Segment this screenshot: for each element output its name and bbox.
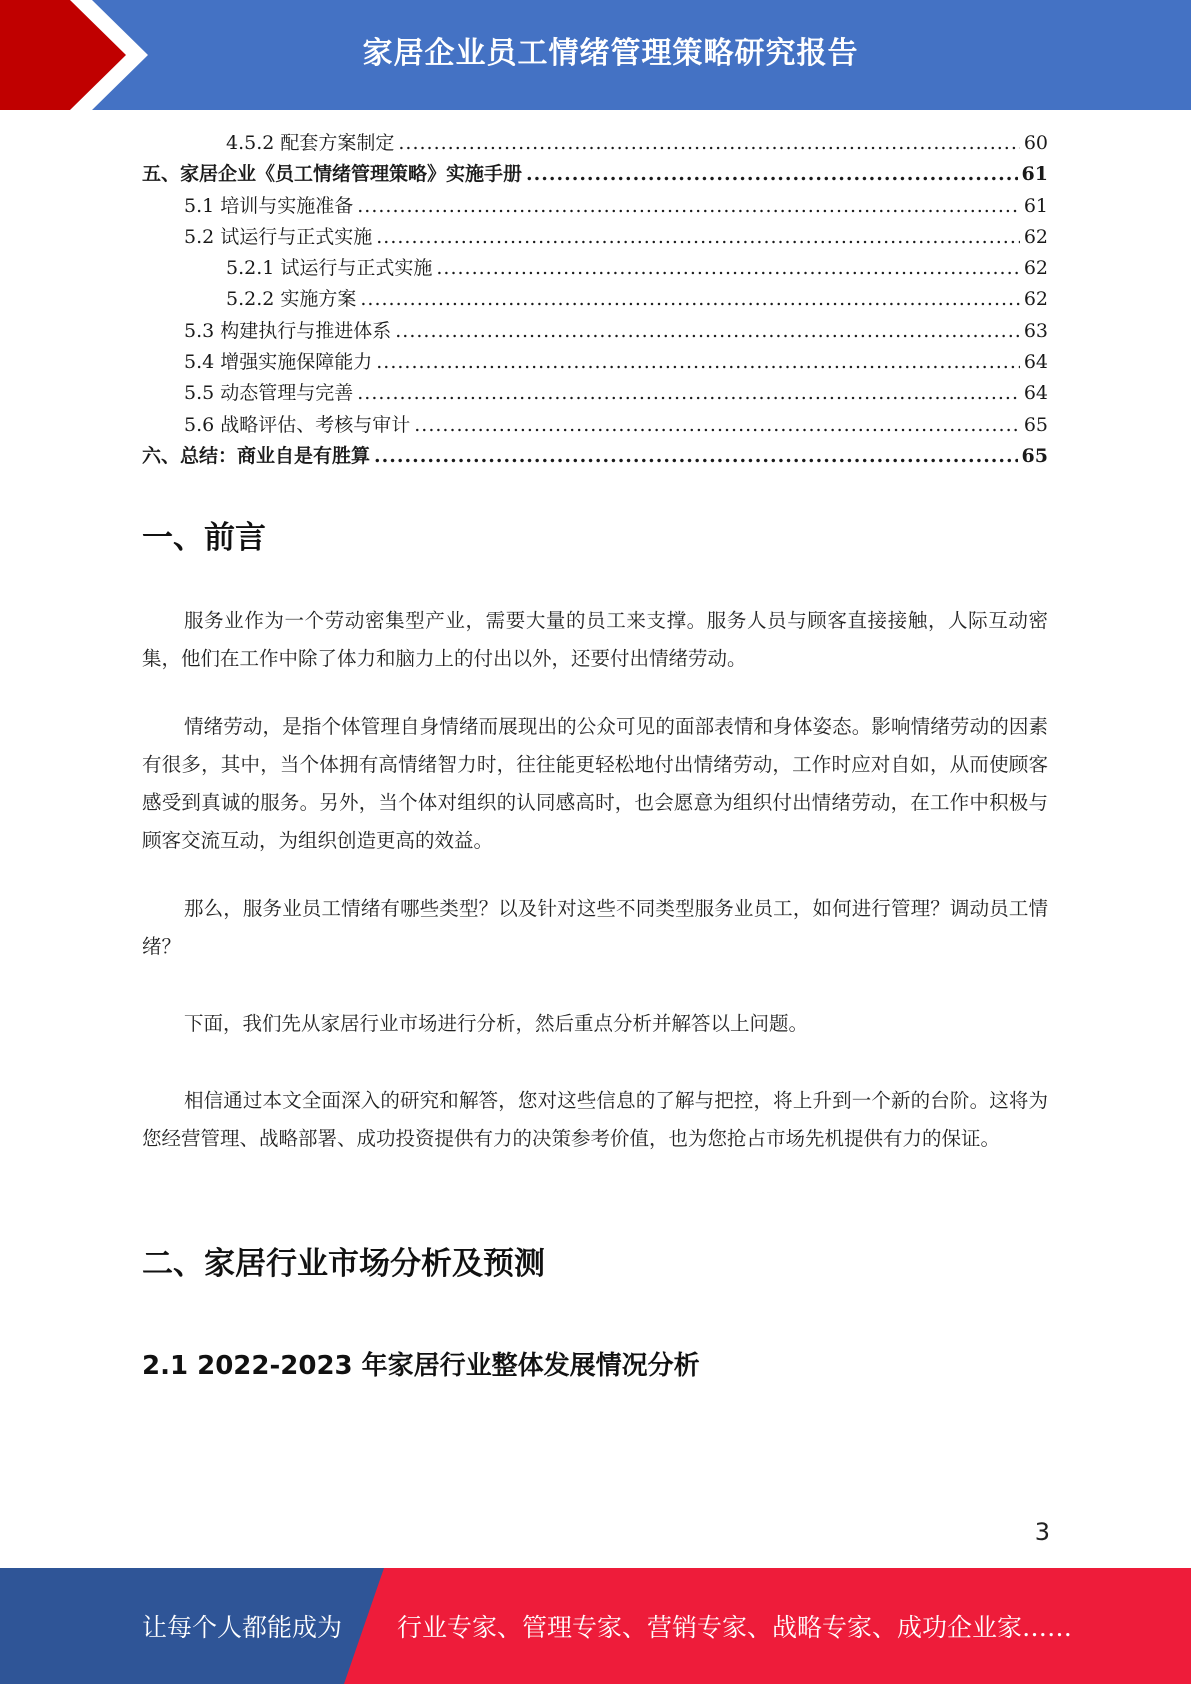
toc-entry-page: 62 <box>1023 225 1048 248</box>
toc-leader-dots <box>414 410 1020 441</box>
toc-entry[interactable] <box>142 222 1048 253</box>
toc-entry-title: 5.2 试运行与正式实施 <box>184 225 373 248</box>
toc-entry-title: 5.1 培训与实施准备 <box>184 194 354 217</box>
toc-entry[interactable] <box>142 159 1048 190</box>
section-heading-market-analysis: 二、家居行业市场分析及预测 <box>142 1246 545 1282</box>
toc-leader-dots <box>526 159 1018 190</box>
toc-entry-title: 5.2.1 试运行与正式实施 <box>226 257 433 280</box>
toc-leader-dots <box>376 347 1020 378</box>
toc-leader-dots <box>357 378 1020 409</box>
toc-entry-title: 4.5.2 配套方案制定 <box>226 132 395 154</box>
toc-entry[interactable] <box>142 378 1048 409</box>
section-heading-preface: 一、前言 <box>142 520 266 556</box>
toc-entry-title: 五、家居企业《员工情绪管理策略》实施手册 <box>142 163 523 186</box>
toc-entry-page: 64 <box>1023 382 1048 405</box>
toc-entry-title: 5.2.2 实施方案 <box>226 288 357 311</box>
toc-entry-title: 5.5 动态管理与完善 <box>184 382 354 405</box>
toc-entry-page: 61 <box>1023 194 1048 217</box>
toc-entry-page: 62 <box>1023 257 1048 280</box>
toc-entry-page: 65 <box>1021 444 1048 467</box>
footer-slogan-right: 行业专家、管理专家、营销专家、战略专家、成功企业家…… <box>397 1613 1073 1642</box>
page-header <box>0 0 1191 110</box>
body-paragraph: 情绪劳动，是指个体管理自身情绪而展现出的公众可见的面部表情和身体姿态。影响情绪劳动的因素有很多，其中，当个体拥有高情绪智力时，往往能更轻松地付出情绪劳动，工作时应对自如，从而使顾客感受到真诚的服务。另外，当个体对组织的认同感高时，也会愿意为组织付出情绪劳动，在工作中积极与顾客交流互动，为组织创造更高的效益。 <box>142 715 1048 852</box>
toc-entry[interactable] <box>142 128 1048 159</box>
toc-entry[interactable] <box>142 316 1048 347</box>
page-footer <box>0 1568 1191 1684</box>
toc-leader-dots <box>360 284 1019 315</box>
toc-entry-title: 5.4 增强实施保障能力 <box>184 351 373 374</box>
toc-entry-page: 61 <box>1021 163 1048 186</box>
table-of-contents <box>142 128 1048 472</box>
toc-entry-title: 5.6 战略评估、考核与审计 <box>184 413 411 436</box>
body-paragraph: 下面，我们先从家居行业市场进行分析，然后重点分析并解答以上问题。 <box>184 1012 809 1035</box>
body-paragraph: 相信通过本文全面深入的研究和解答，您对这些信息的了解与把控，将上升到一个新的台阶。这将为您经营管理、战略部署、成功投资提供有力的决策参考价值，也为您抢占市场先机提供有力的保证。 <box>142 1089 1048 1150</box>
toc-leader-dots <box>436 253 1019 284</box>
toc-entry[interactable] <box>142 410 1048 441</box>
page-number: 3 <box>1034 1518 1050 1546</box>
toc-entry-page: 65 <box>1023 413 1048 436</box>
toc-leader-dots <box>398 128 1019 159</box>
toc-entry[interactable] <box>142 347 1048 378</box>
header-title: 家居企业员工情绪管理策略研究报告 <box>362 36 859 71</box>
body-paragraph: 那么，服务业员工情绪有哪些类型？以及针对这些不同类型服务业员工，如何进行管理？调动员工情绪？ <box>142 897 1048 958</box>
toc-leader-dots <box>374 441 1018 472</box>
toc-entry-page: 60 <box>1023 132 1048 154</box>
footer-slogan-left: 让每个人都能成为 <box>142 1613 343 1642</box>
body-paragraph: 服务业作为一个劳动密集型产业，需要大量的员工来支撑。服务人员与顾客直接接触，人际互动密集，他们在工作中除了体力和脑力上的付出以外，还要付出情绪劳动。 <box>142 609 1048 670</box>
toc-leader-dots <box>395 316 1020 347</box>
toc-entry-page: 63 <box>1023 319 1048 342</box>
toc-leader-dots <box>376 222 1020 253</box>
toc-entry[interactable] <box>142 191 1048 222</box>
toc-entry[interactable] <box>142 441 1048 472</box>
subsection-heading: 2.1 2022-2023 年家居行业整体发展情况分析 <box>142 1351 700 1381</box>
toc-leader-dots <box>357 191 1020 222</box>
toc-entry-page: 64 <box>1023 351 1048 374</box>
toc-entry[interactable] <box>142 284 1048 315</box>
toc-entry-title: 六、总结：商业自是有胜算 <box>142 444 371 467</box>
toc-entry[interactable] <box>142 253 1048 284</box>
toc-entry-title: 5.3 构建执行与推进体系 <box>184 319 392 342</box>
toc-entry-page: 62 <box>1023 288 1048 311</box>
